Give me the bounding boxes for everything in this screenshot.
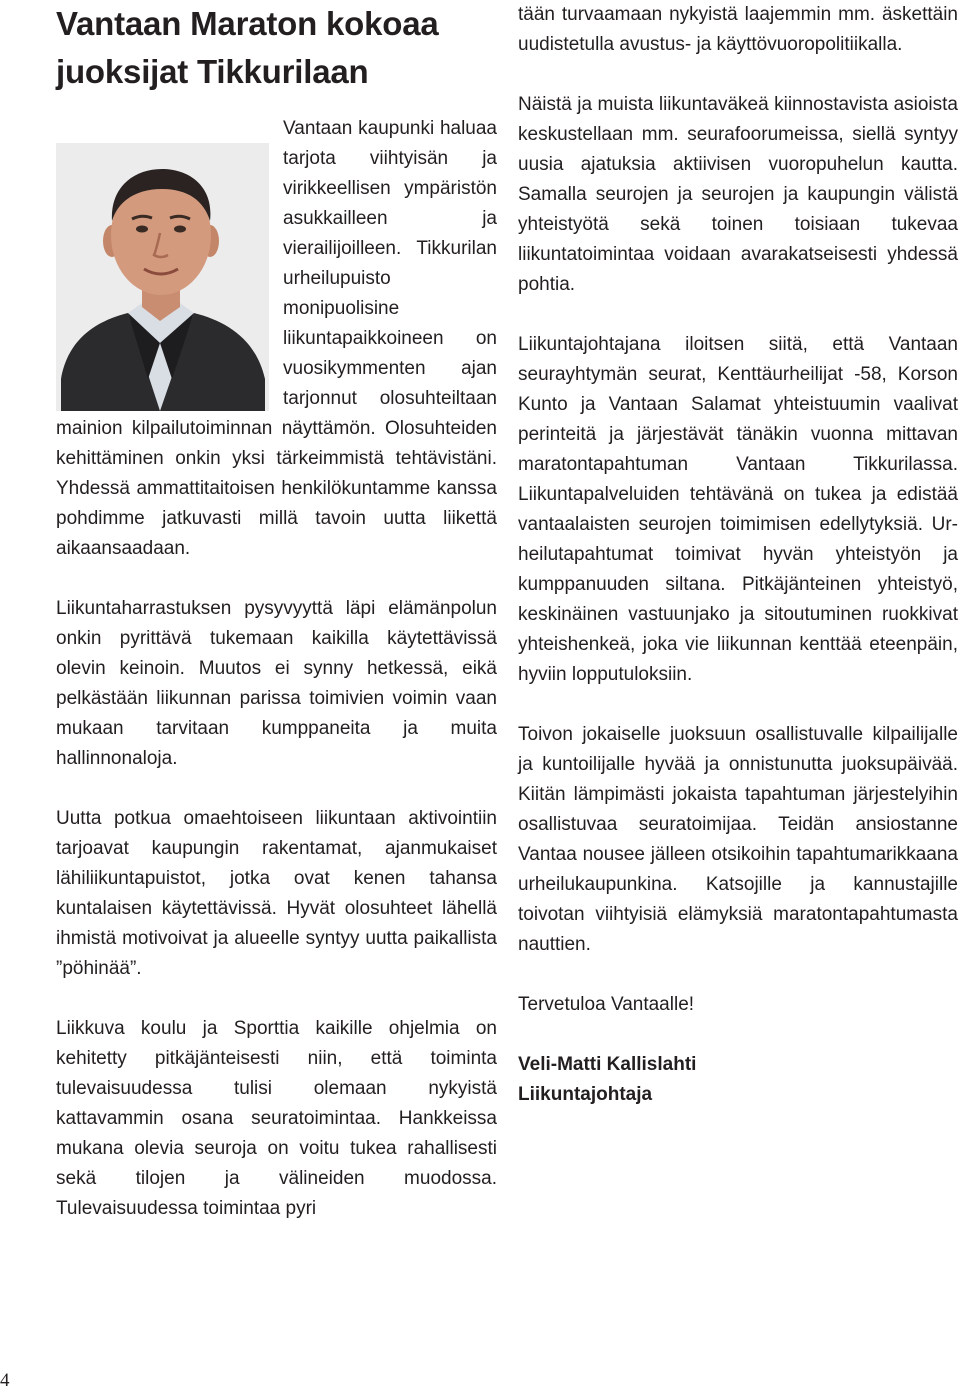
article-title: Vantaan Maraton kokoaa juoksijat Tikkurilaan [56, 5, 439, 90]
portrait-photo-icon [56, 143, 269, 411]
author-portrait [56, 143, 269, 411]
right-column [518, 0, 958, 1110]
paragraph: Liikkuva koulu ja Sporttia kaikille ohjelmia on kehitetty pitkäjänteisesti niin, että toiminta tulevaisuudessa tulisi olemaan nykyistä kattavammin osana seuratoimintaa. Hankkeissa mukana olevia seuroja on voitu tukea rahallisesti sekä tilojen ja välineiden muodossa. Tulevaisuudessa toimintaa pyri [56, 1018, 497, 1219]
left-column [56, 114, 497, 1224]
greeting: Tervetuloa Vantaalle! [518, 994, 695, 1015]
page-number: 4 [0, 1370, 10, 1391]
signature [518, 1050, 958, 1110]
paragraph: Uutta potkua omaehtoiseen liikuntaan aktivointiin tarjoavat kaupungin rakentamat, ajanmukaiset lähiliikuntapuistot, jotka ovat kenen tahansa kuntalaisen käytettävissä. Hyvät olosuhteet lähellä ihmistä motivoivat ja alueelle syntyy uutta paikallista ”pöhinää”. [56, 808, 497, 979]
signature-name: Veli-Matti Kallislahti [518, 1054, 697, 1075]
paragraph: Liikuntajohtajana iloitsen siitä, että Vantaan seurayhtymän seurat, Kenttäurheilijat -58, Korson Kunto ja Vantaan Salamat yhteistuumin vaalivat perinteitä ja järjestävät tänäkin vuonna mittavan maratontapahtuman Vantaan Tikkurilassa. Liikuntapalveluiden tehtävänä on tukea ja edistää vantaalaisten seurojen toimimisen edellytyksiä. Urheilutapahtumat toimivat hyvän yhteistyön ja kumppanuuden siltana. Pitkäjänteinen yhteistyö, keskinäinen vastuunjako ja sitoutuminen ruokkivat yhteishenkeä, joka vie liikunnan kenttää eteenpäin, hyviin lopputuloksiin. [518, 334, 958, 685]
paragraph: Näistä ja muista liikuntaväkeä kiinnostavista asioista keskustellaan mm. seurafoorumeissa, siellä syntyy uusia ajatuksia aktiivisen vuoropuhelun kautta. Samalla seurojen ja seurojen ja kaupungin välistä yhteistyötä sekä toinen toisiaan tukevaa liikuntatoimintaa voidaan avarakatseisesti yhdessä pohtia. [518, 94, 958, 295]
paragraph: Toivon jokaiselle juoksuun osallistuvalle kilpailijalle ja kuntoilijalle hyvää ja onnistunutta juoksupäivää. Kiitän lämpimästi jokaista tapahtuman järjestelyihin osallistuvaa seuratoimijaa. Teidän ansiostanne Vantaa nousee jälleen otsikoihin tapahtumarikkaana urheilukaupunkina. Katsojille ja kannustajille toivotan viihtyisiä elämyksiä maratontapahtumasta nauttien. [518, 724, 958, 955]
signature-role: Liikuntajohtaja [518, 1084, 653, 1105]
paragraph: Liikuntaharrastuksen pysyvyyttä läpi elämänpolun onkin pyrittävä tukemaan kaikilla käytettävissä olevin keinoin. Muutos ei synny hetkessä, eikä pelkästään liikunnan parissa toimivien voimin vaan mukaan tarvitaan kumppaneita ja muita hallinnonaloja. [56, 598, 497, 769]
paragraph: tään turvaamaan nykyistä laajemmin mm. äskettäin uudistetulla avustus- ja käyttövuoropolitiikalla. [518, 4, 958, 55]
paragraph: Vantaan kaupunki haluaa tarjota viihtyisän ja virikkeellisen ympäristön asukkailleen ja vierailijoilleen. Tikkurilan urheilupuisto monipuolisine liikuntapaikkoineen on vuosikymmenten ajan tarjonnut olosuhteiltaan mainion kilpailutoiminnan näyttämön. Olosuhteiden kehittäminen onkin yksi tärkeimmistä tehtävistäni. Yhdessä ammattitaitoisen henkilökuntamme kanssa pohdimme jatkuvasti millä tavoin uutta liikettä aikaansaadaan. [56, 118, 497, 559]
